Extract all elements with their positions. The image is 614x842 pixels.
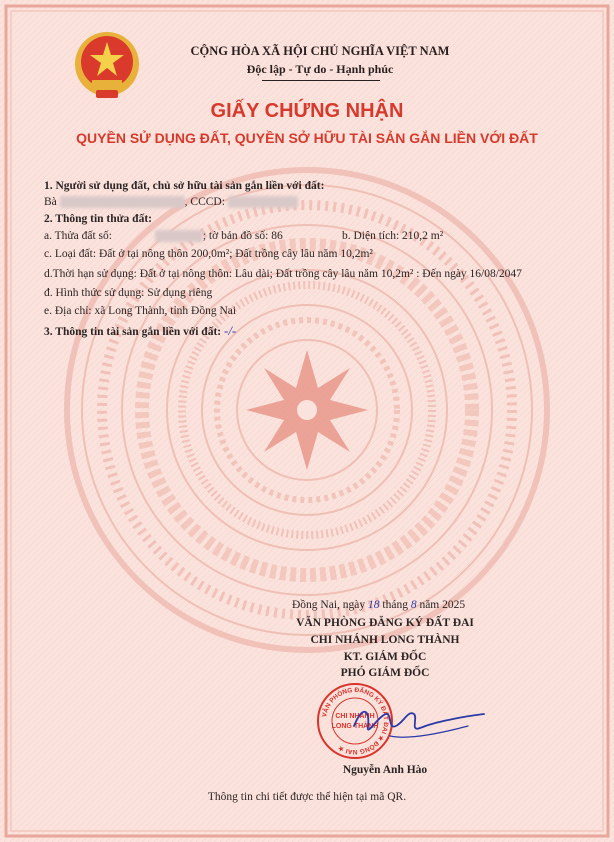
- map-number: 86: [271, 230, 283, 242]
- year-label: năm 2025: [419, 599, 466, 611]
- section3-value: -/-: [223, 323, 237, 338]
- svg-text:CHI NHÁNH: CHI NHÁNH: [335, 713, 375, 720]
- issue-day: 18: [368, 599, 380, 611]
- certificate-title: GIẤY CHỨNG NHẬN: [210, 100, 404, 122]
- owner-name-redacted: [60, 196, 185, 208]
- term-label: d.Thời hạn sử dụng:: [44, 268, 137, 280]
- cccd-number-redacted: [228, 196, 298, 208]
- issue-date-line: [292, 599, 465, 611]
- handwritten-signature: [348, 696, 488, 751]
- term-line: [44, 268, 522, 280]
- svg-text:VĂN PHÒNG ĐĂNG KÝ ĐẤT ĐAI ★ ĐỒ: VĂN PHÒNG ĐĂNG KÝ ĐẤT ĐAI ★ ĐỒNG NAI ★: [321, 686, 390, 756]
- issue-month: 8: [410, 599, 417, 611]
- position-2: PHÓ GIÁM ĐỐC: [340, 667, 430, 679]
- area-value: 210,2 m²: [402, 230, 444, 242]
- address-value: xã Long Thành, tỉnh Đồng Nai: [94, 305, 237, 317]
- section1-heading: 1. Người sử dụng đất, chủ sở hữu tài sản gắn liền với đất:: [44, 180, 325, 192]
- svg-text:LONG THÀNH: LONG THÀNH: [331, 723, 379, 730]
- owner-prefix: Bà: [44, 196, 57, 208]
- section3-line: [44, 323, 236, 339]
- month-label: tháng: [382, 599, 408, 611]
- motto-underline: [262, 80, 380, 81]
- parcel-line: [44, 230, 283, 242]
- parcel-number-redacted: [155, 230, 203, 242]
- area-label: b. Diện tích:: [342, 230, 400, 242]
- usage-form-line: [44, 287, 212, 299]
- parcel-label: a. Thửa đất số:: [44, 230, 112, 242]
- address-line: [44, 305, 236, 317]
- map-label: ; tờ bản đồ số:: [202, 230, 269, 242]
- address-label: e. Địa chỉ:: [44, 305, 92, 317]
- area-line: [342, 230, 443, 242]
- country-name: CỘNG HÒA XÃ HỘI CHỦ NGHĨA VIỆT NAM: [190, 44, 450, 58]
- usage-form-label: đ. Hình thức sử dụng:: [44, 287, 145, 299]
- cccd-label: , CCCD:: [184, 196, 225, 208]
- owner-line: [44, 196, 298, 208]
- national-motto: Độc lập - Tự do - Hạnh phúc: [246, 62, 394, 76]
- office-name-2: CHI NHÁNH LONG THÀNH: [310, 634, 460, 646]
- national-emblem-icon: [72, 28, 142, 102]
- section3-heading: 3. Thông tin tài sản gắn liền với đất:: [44, 326, 222, 338]
- term-value: Đất ở tại nông thôn: Lâu dài; Đất trồng cây lâu năm 10,2m² : Đến ngày 16/08/2047: [139, 268, 522, 280]
- section2-heading: 2. Thông tin thửa đất:: [44, 213, 152, 225]
- position-1: KT. GIÁM ĐỐC: [343, 651, 427, 663]
- qr-note: Thông tin chi tiết được thể hiện tại mã QR.: [207, 791, 407, 803]
- land-type-value: Đất ở tại nông thôn 200,0m²; Đất trồng cây lâu năm 10,2m²: [98, 248, 373, 260]
- usage-form-value: Sử dụng riêng: [147, 287, 213, 299]
- land-type-label: c. Loại đất:: [44, 248, 97, 260]
- issue-place: Đồng Nai, ngày: [292, 599, 366, 611]
- signer-name: Nguyễn Anh Hào: [342, 764, 428, 776]
- land-type-line: [44, 248, 373, 260]
- certificate-subtitle: QUYỀN SỬ DỤNG ĐẤT, QUYỀN SỞ HỮU TÀI SẢN GẮN LIỀN VỚI ĐẤT: [76, 130, 538, 146]
- office-name-1: VĂN PHÒNG ĐĂNG KÝ ĐẤT ĐAI: [296, 617, 474, 629]
